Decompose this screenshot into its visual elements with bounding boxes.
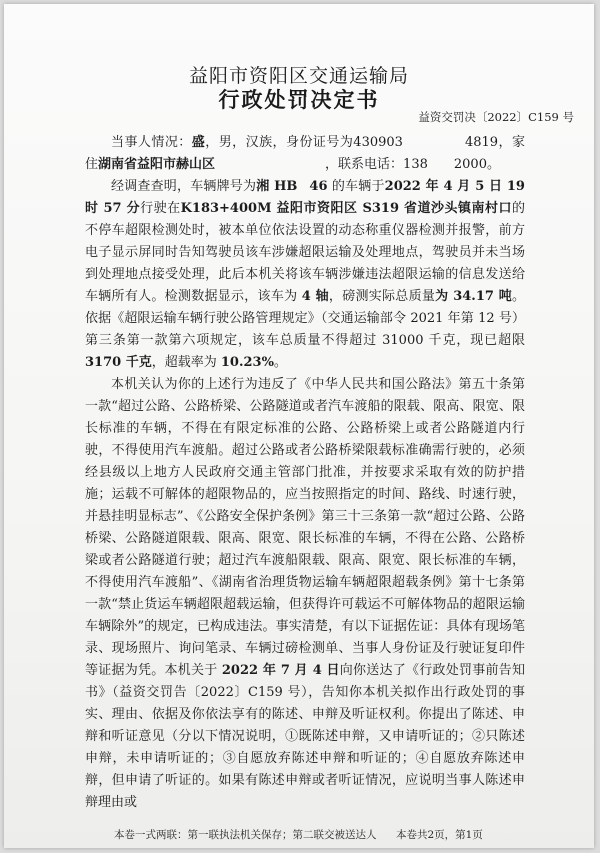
party-text: ，男，汉族，身份证号为 xyxy=(205,135,354,150)
party-text: 。 xyxy=(486,157,500,172)
id-number-start: 430903 xyxy=(353,135,403,150)
measured-weight: 为 34.17 吨 xyxy=(435,289,512,304)
document-number: 益资交罚决〔2022〕C159 号 xyxy=(418,110,574,124)
document-body xyxy=(85,132,525,814)
legal-text: 向你送达了《行政处罚事前告知书》（益资交罚告〔2022〕C159 号），告知你本机关拟作出行政处罚的事实、理由、依据及你依法享有的陈述、申辩及听证权利。你提出了陈述、申辩和听证意见（分以下情况说明，①既陈述申辩，又申请听证的；②只陈述申辩，未申请听证的；③自愿放弃陈述申辩和听证的；④自愿放弃陈述申辩，但申请了听证的。如果有陈述申辩或者听证情况，应说明当事人陈述申辩理由或 xyxy=(85,663,525,810)
facts-text: 。 xyxy=(273,355,287,370)
party-name: 盛 xyxy=(191,135,206,150)
overweight-amount: 3170 千克 xyxy=(85,355,152,370)
facts-paragraph xyxy=(85,176,525,374)
legal-basis-paragraph xyxy=(85,374,525,814)
page-footer xyxy=(114,827,483,842)
facts-text: 。依据《超限运输车辆行驶公路管理规定》（交通运输部令 2021 年第 12 号）第三条第一款第六项规定，该车总质量不得超过 31000 千克，现已超限 xyxy=(85,289,525,348)
facts-text: 经调查查明，车辆牌号为 xyxy=(111,179,257,194)
facts-text: 的车辆于 xyxy=(327,179,385,194)
facts-text: 行驶在 xyxy=(140,201,181,216)
id-number-end: 4819 xyxy=(464,135,499,150)
violation-location: K183+400M 益阳市资阳区 S319 省道沙头镇南村口 xyxy=(180,201,512,216)
overload-rate: 10.23% xyxy=(220,355,274,370)
phone-start: 138 xyxy=(403,157,428,172)
plate-suffix: 46 xyxy=(309,179,328,194)
legal-text: 本机关认为你的上述行为违反了《中华人民共和国公路法》第五十条第一款“超过公路、公路桥梁、公路隧道或者汽车渡船的限载、限高、限宽、限长标准的车辆，不得在有限定标准的公路、公路桥梁上或者公路隧道内行驶，不得使用汽车渡船。超过公路或者公路桥梁限载标准确需行驶的，必须经县级以上地方人民政府交通主管部门批准，并按要求采取有效的防护措施；运载不可解体的超限物品的，应当按照指定的时间、路线、时速行驶，并悬挂明显标志”、《公路安全保护条例》第三十三条第一款“超过公路、公路桥梁、公路隧道限载、限高、限宽、限长标准的车辆，不得在公路、公路桥梁或者公路隧道行驶；超过汽车渡船限载、限高、限宽、限长标准的车辆，不得使用汽车渡船”、《湖南省治理货物运输车辆超限超载条例》第十七条第一款“禁止货运车辆超限超载运输，但获得许可载运不可解体物品的超限运输车辆除外”的规定，已构成违法。事实清楚，有以下证据佐证：具体有现场笔录、现场照片、询问笔录、车辆过磅检测单、当事人身份证及行驶证复印件等证据为凭。本机关于 xyxy=(85,377,525,678)
document-title: 行政处罚决定书 xyxy=(218,87,380,112)
party-label: 当事人情况： xyxy=(111,135,192,150)
party-text: ，联系电话： xyxy=(325,157,404,172)
phone-end: 2000 xyxy=(453,157,487,172)
issuing-agency: 益阳市资阳区交通运输局 xyxy=(188,65,409,87)
plate-prefix: 湘 HB xyxy=(256,179,298,194)
page-number: 本卷共2页，第1页 xyxy=(396,829,483,841)
copies-note: 本卷一式两联：第一联执法机关保存；第二联交被送达人 xyxy=(114,829,377,841)
axle-count: 4 轴 xyxy=(301,289,329,304)
party-address: 湖南省益阳市赫山区 xyxy=(98,157,216,172)
party-info-paragraph xyxy=(85,132,525,176)
party-text: ，家住 xyxy=(85,135,525,172)
notice-date: 2022 年 7 月 4 日 xyxy=(221,663,340,678)
document-page xyxy=(4,4,594,848)
facts-text: ，超载率为 xyxy=(151,355,221,370)
violation-datetime: 2022 年 4 月 5 日 19 时 57 分 xyxy=(85,179,525,216)
facts-text: 的不停车超限检测处时，被本单位依法设置的动态称重仪器检测并报警，前方电子显示屏同时告知驾驶员该车涉嫌超限运输及处理地点，驾驶员并未当场到处理地点接受处理，此后本机关将该车辆涉嫌违法超限运输的信息发送给车辆所有人。检测数据显示，该车为 xyxy=(85,201,525,304)
facts-text: ，磅测实际总质量 xyxy=(328,289,436,304)
